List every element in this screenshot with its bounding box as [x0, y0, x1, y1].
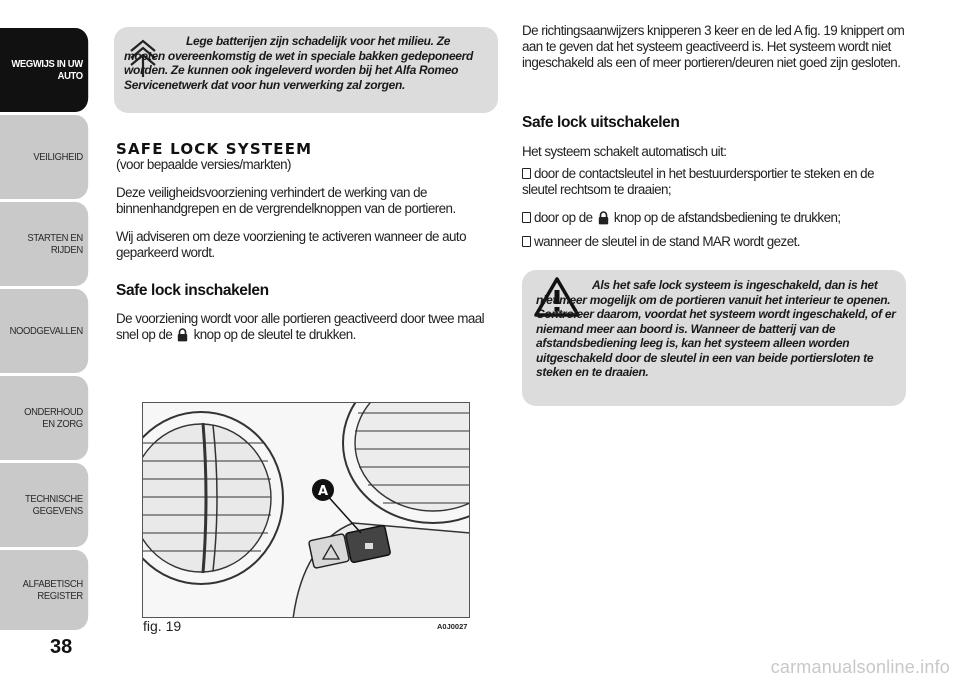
- figure-callout-a: A: [317, 484, 329, 499]
- bullet-text: door de contactsleutel in het bestuurdersportier te steken en de sleutel rechtsom te draaien;: [522, 166, 874, 197]
- bullet-item-remote: [522, 210, 902, 226]
- bullet-text: wanneer de sleutel in de stand MAR wordt gezet.: [534, 234, 800, 249]
- enable-paragraph: [116, 311, 498, 343]
- tab-label: ONDERHOUD EN ZORG: [24, 406, 83, 430]
- bullet-item-mar: [522, 234, 902, 250]
- figure-19: [142, 402, 470, 618]
- page-number: 38: [50, 636, 73, 658]
- tab-label: NOODGEVALLEN: [9, 325, 83, 337]
- advice-paragraph: Wij adviseren om deze voorziening te activeren wanneer de auto geparkeerd wordt.: [116, 229, 466, 260]
- bullet-text-part1: door op de: [534, 210, 593, 225]
- tab-alfabetisch-register[interactable]: [0, 550, 88, 630]
- figure-label: fig. 19: [143, 618, 182, 634]
- tab-onderhoud-en-zorg[interactable]: [0, 376, 88, 460]
- tab-wegwijs-in-uw-auto[interactable]: [0, 28, 88, 112]
- bullet-item-key-door: [522, 166, 894, 198]
- section-title: SAFE LOCK SYSTEEM: [116, 140, 313, 158]
- tab-label: VEILIGHEID: [33, 151, 83, 163]
- tab-label: ALFABETISCH REGISTER: [22, 578, 83, 602]
- tab-noodgevallen[interactable]: [0, 289, 88, 373]
- indicator-paragraph: De richtingsaanwijzers knipperen 3 keer en de led A fig. 19 knippert om aan te geven dat het systeem geactiveerd is. Het systeem wordt niet ingeschakeld als een of meer portieren/deuren niet goed zijn gesloten.: [522, 23, 905, 70]
- lock-button-icon: [177, 328, 188, 342]
- dashboard-vents-illustration: [143, 403, 470, 618]
- watermark: carmanualsonline.info: [770, 657, 950, 677]
- subheading-disable: Safe lock uitschakelen: [522, 114, 680, 131]
- tab-label: WEGWIJS IN UW AUTO: [11, 58, 83, 82]
- figure-code: A0J0027: [437, 622, 468, 631]
- tab-label: TECHNISCHE GEGEVENS: [24, 493, 83, 517]
- intro-paragraph: Deze veiligheidsvoorziening verhindert de werking van de binnenhandgrepen en de vergrendelknoppen van de portieren.: [116, 185, 456, 216]
- bullet-box-icon: [522, 236, 531, 247]
- lock-button-icon: [598, 211, 609, 225]
- warning-text: Als het safe lock systeem is ingeschakeld, dan is het niet meer mogelijk om de portieren vanuit het interieur te openen. Controleer daarom, voordat het systeem wordt ingeschakeld, of er niemand meer aan boord is. Wanneer de batterij van de afstandsbediening leeg is, kan het systeem alleen worden uitgeschakeld door de sleutel in een van beide portiersloten te steken en te draaien.: [536, 278, 896, 379]
- tab-starten-en-rijden[interactable]: [0, 202, 88, 286]
- enable-text-part1: De voorziening wordt voor alle portieren geactiveerd door twee maal snel op de: [116, 311, 485, 342]
- environment-note-text: Lege batterijen zijn schadelijk voor het milieu. Ze moeten overeenkomstig de wet in speciale bakken gedeponeerd worden. Ze kunnen ook ingeleverd worden bij het Alfa Romeo Servicenetwerk dat voor hun verwerking zal zorgen.: [124, 34, 474, 92]
- tab-veiligheid[interactable]: [0, 115, 88, 199]
- auto-disable-paragraph: Het systeem schakelt automatisch uit:: [522, 144, 727, 159]
- section-subtitle: (voor bepaalde versies/markten): [116, 157, 291, 172]
- bullet-text-part2: knop op de afstandsbediening te drukken;: [613, 210, 841, 225]
- enable-text-part2: knop op de sleutel te drukken.: [193, 327, 356, 342]
- warning-note: [522, 270, 906, 406]
- tab-label: STARTEN EN RIJDEN: [27, 232, 83, 256]
- subheading-enable: Safe lock inschakelen: [116, 282, 269, 299]
- bullet-box-icon: [522, 168, 531, 179]
- bullet-box-icon: [522, 212, 531, 223]
- tab-technische-gegevens[interactable]: [0, 463, 88, 547]
- environment-note: [114, 27, 498, 113]
- chapter-tabs: [0, 0, 102, 686]
